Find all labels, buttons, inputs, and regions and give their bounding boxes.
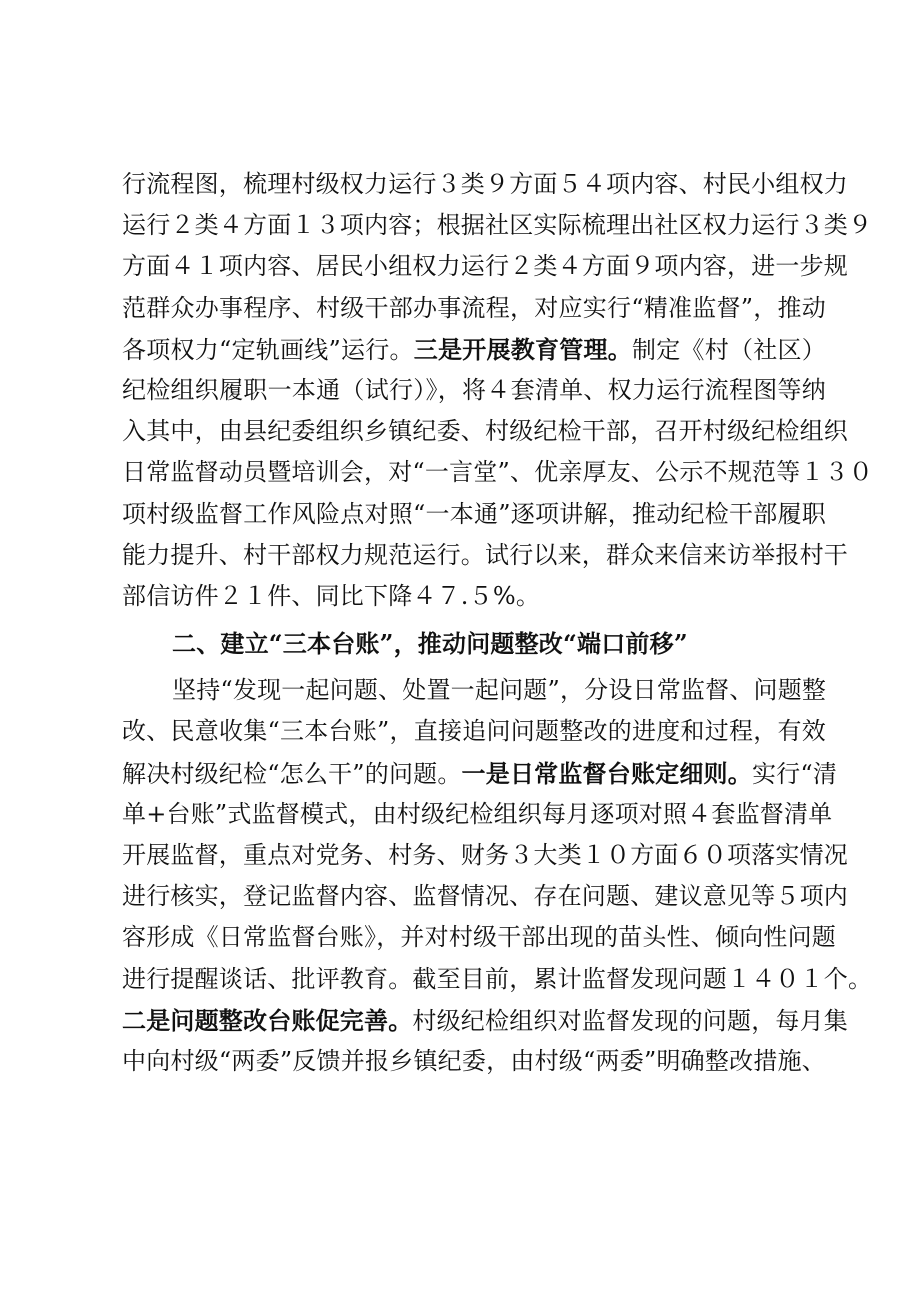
text-line: 项村级监督工作风险点对照“一本通”逐项讲解，推动纪检干部履职: [122, 499, 826, 528]
paragraph-three-ledgers: [122, 670, 873, 1082]
subheading-daily-supervision-ledger: 一是日常监督台账定细则。: [461, 758, 752, 788]
text-run: 各项权力“定轨画线”运行。: [122, 335, 414, 364]
text-run: 解决村级纪检“怎么干”的问题。: [122, 759, 462, 788]
section-heading: 二、建立“三本台账”，推动问题整改“端口前移”: [172, 629, 688, 659]
text-line: 进行核实，登记监督内容、监督情况、存在问题、建议意见等５项内: [122, 882, 848, 911]
text-line: 部信访件２１件、同比下降４７.５%。: [122, 581, 541, 610]
paragraph-power-list: [122, 164, 873, 617]
text-line: 改、民意收集“三本台账”，直接追问问题整改的进度和过程，有效: [122, 717, 826, 746]
text-line: 开展监督，重点对党务、村务、财务３大类１０方面６０项落实情况: [122, 841, 848, 869]
subheading-education-management: 三是开展教育管理。: [413, 334, 633, 364]
text-line: [122, 1000, 849, 1041]
text-line: 能力提升、村干部权力规范运行。试行以来，群众来信来访举报村干: [122, 540, 848, 569]
document-body: [122, 164, 873, 1082]
text-line: 容形成《日常监督台账》，并对村级干部出现的苗头性、倾向性问题: [122, 923, 836, 952]
text-line: 坚持“发现一起问题、处置一起问题”，分设日常监督、问题整: [172, 676, 827, 705]
text-line: [122, 329, 826, 370]
subheading-rectification-ledger: 二是问题整改台账促完善。: [122, 1005, 413, 1035]
text-line: 中向村级“两委”反馈并报乡镇纪委，由村级“两委”明确整改措施、: [122, 1046, 826, 1075]
text-line: [122, 753, 838, 794]
text-run: 村级纪检组织对监督发现的问题，每月集: [412, 1006, 849, 1035]
text-run: 实行“清: [751, 759, 838, 788]
text-line: 日常监督动员暨培训会，对“一言堂”、优亲厚友、公示不规范等１３０: [122, 458, 873, 487]
text-line: 进行提醒谈话、批评教育。截至目前，累计监督发现问题１４０１个。: [122, 964, 873, 993]
text-line: 方面４１项内容、居民小组权力运行２类４方面９项内容，进一步规: [122, 252, 848, 281]
text-line: 入其中，由县纪委组织乡镇纪委、村级纪检干部，召开村级纪检组织: [122, 417, 848, 446]
text-line: 行流程图，梳理村级权力运行３类９方面５４项内容、村民小组权力: [122, 170, 848, 198]
text-line: 单+台账”式监督模式，由村级纪检组织每月逐项对照４套监督清单: [122, 799, 833, 828]
text-line: 运行２类４方面１３项内容；根据社区实际梳理出社区权力运行３类９: [122, 211, 873, 240]
text-run: 制定《村（社区）: [632, 335, 826, 364]
text-line: 范群众办事程序、村级干部办事流程，对应实行“精准监督”，推动: [122, 293, 826, 322]
text-line: 纪检组织履职一本通（试行）》，将４套清单、权力运行流程图等纳: [122, 375, 826, 404]
